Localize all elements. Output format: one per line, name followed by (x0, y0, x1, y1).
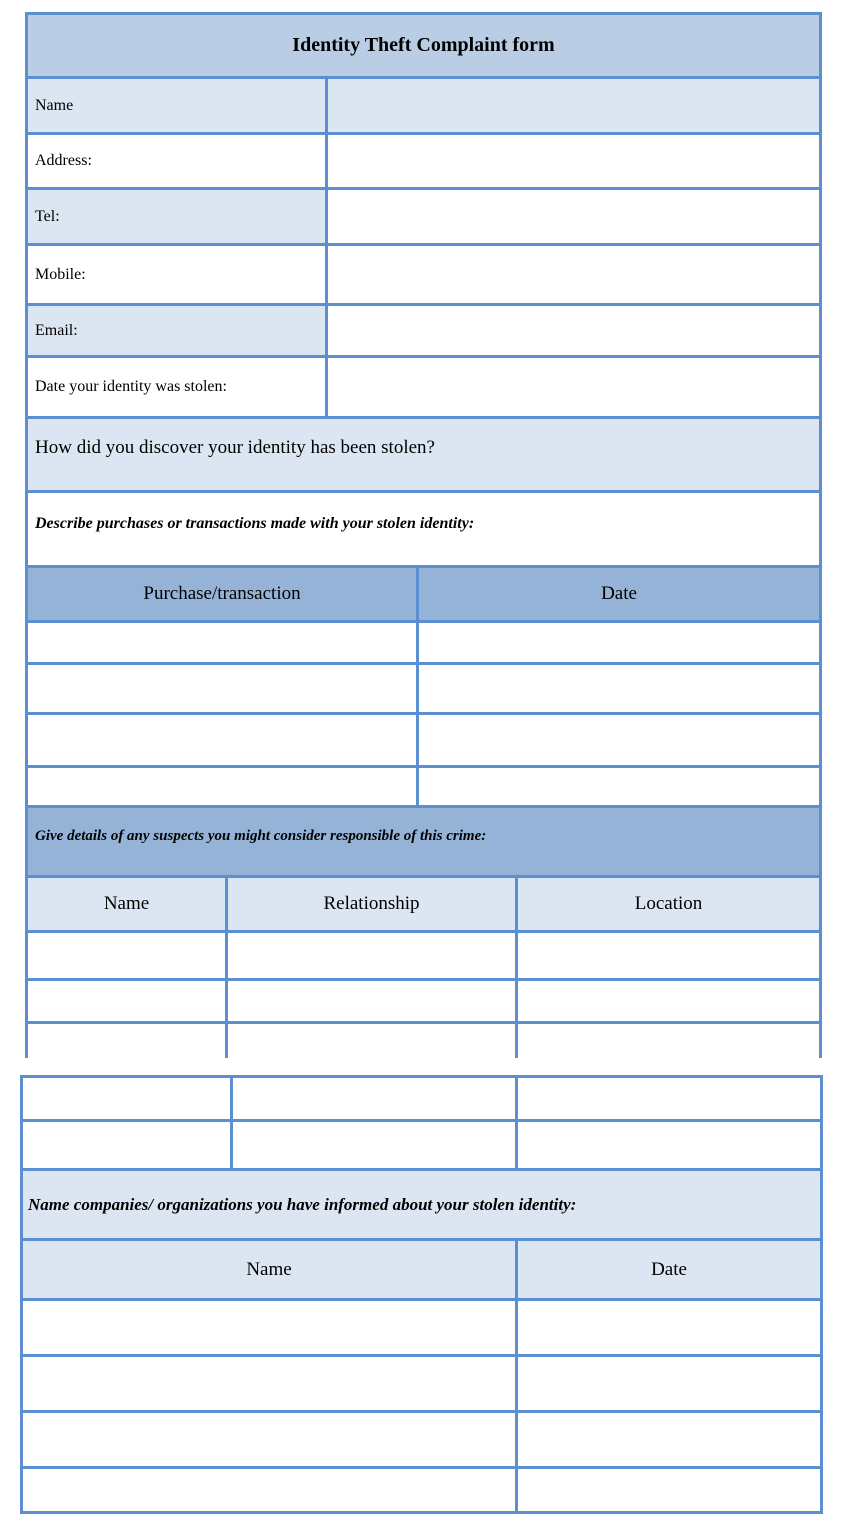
suspects-header-row (28, 878, 819, 933)
suspect-location-cell[interactable] (518, 1078, 820, 1119)
field-label-tel: Tel: (28, 190, 328, 243)
field-label-date-stolen: Date your identity was stolen: (28, 358, 328, 416)
suspect-relationship-cell[interactable] (233, 1122, 518, 1168)
company-date-cell[interactable] (518, 1413, 820, 1466)
company-name-cell[interactable] (23, 1357, 518, 1410)
suspect-relationship-cell[interactable] (228, 1024, 518, 1058)
companies-header-date: Date (651, 1258, 687, 1280)
table-row (23, 1469, 820, 1511)
form-block-top (25, 12, 822, 1058)
field-label-address: Address: (28, 135, 328, 187)
suspect-location-cell[interactable] (518, 981, 819, 1021)
suspect-name-cell[interactable] (23, 1122, 233, 1168)
suspect-name-cell[interactable] (28, 981, 228, 1021)
field-input-date-stolen[interactable] (328, 358, 819, 416)
field-label-email: Email: (28, 306, 328, 355)
suspect-name-cell[interactable] (28, 1024, 228, 1058)
field-input-email[interactable] (328, 306, 819, 355)
table-row (23, 1357, 820, 1413)
table-row (23, 1413, 820, 1469)
purchases-prompt-row (28, 493, 819, 568)
table-row (28, 623, 819, 665)
field-input-tel[interactable] (328, 190, 819, 243)
purchases-header-date: Date (601, 583, 637, 604)
table-row (23, 1301, 820, 1357)
table-row (28, 981, 819, 1024)
purchase-date-cell[interactable] (419, 665, 819, 712)
purchases-header-row (28, 568, 819, 623)
form-block-bottom (20, 1075, 823, 1514)
purchase-date-cell[interactable] (419, 768, 819, 805)
suspect-location-cell[interactable] (518, 1024, 819, 1058)
suspect-relationship-cell[interactable] (233, 1078, 518, 1119)
purchase-cell[interactable] (28, 768, 419, 805)
suspect-name-cell[interactable] (23, 1078, 233, 1119)
purchases-prompt: Describe purchases or transactions made with your stolen identity: (35, 515, 475, 532)
field-input-name[interactable] (328, 79, 819, 132)
discover-question-row (28, 419, 819, 493)
field-label-name: Name (28, 79, 328, 132)
company-date-cell[interactable] (518, 1357, 820, 1410)
company-date-cell[interactable] (518, 1301, 820, 1354)
suspect-location-cell[interactable] (518, 933, 819, 978)
field-row-email (28, 306, 819, 358)
company-name-cell[interactable] (23, 1469, 518, 1511)
field-row-mobile (28, 246, 819, 306)
table-row (28, 1024, 819, 1058)
suspects-header-relationship: Relationship (228, 878, 518, 930)
table-row (23, 1122, 820, 1171)
form-title: Identity Theft Complaint form (292, 34, 555, 56)
table-row (23, 1078, 820, 1122)
field-row-address (28, 135, 819, 190)
table-row (28, 715, 819, 768)
suspects-prompt: Give details of any suspects you might consider responsible of this crime: (35, 828, 487, 844)
purchase-cell[interactable] (28, 665, 419, 712)
field-input-mobile[interactable] (328, 246, 819, 303)
purchase-date-cell[interactable] (419, 623, 819, 662)
purchase-date-cell[interactable] (419, 715, 819, 765)
suspects-prompt-row (28, 808, 819, 878)
field-row-name (28, 79, 819, 135)
field-label-mobile: Mobile: (28, 246, 328, 303)
companies-header-row (23, 1241, 820, 1301)
suspects-header-location: Location (634, 893, 703, 914)
table-row (28, 933, 819, 981)
field-row-date-stolen (28, 358, 819, 419)
form-title-row (28, 15, 819, 79)
company-name-cell[interactable] (23, 1413, 518, 1466)
company-name-cell[interactable] (23, 1301, 518, 1354)
table-row (28, 768, 819, 808)
suspect-name-cell[interactable] (28, 933, 228, 978)
companies-prompt: Name companies/ organizations you have informed about your stolen identity: (28, 1194, 577, 1214)
purchase-cell[interactable] (28, 623, 419, 662)
suspect-relationship-cell[interactable] (228, 933, 518, 978)
purchases-header-transaction: Purchase/transaction (28, 568, 419, 620)
companies-prompt-row (23, 1171, 820, 1241)
companies-header-name: Name (23, 1241, 518, 1298)
suspect-location-cell[interactable] (518, 1122, 820, 1168)
discover-question: How did you discover your identity has been stolen? (35, 437, 435, 458)
suspect-relationship-cell[interactable] (228, 981, 518, 1021)
company-date-cell[interactable] (518, 1469, 820, 1511)
field-input-address[interactable] (328, 135, 819, 187)
purchase-cell[interactable] (28, 715, 419, 765)
field-row-tel (28, 190, 819, 246)
suspects-header-name: Name (28, 878, 228, 930)
table-row (28, 665, 819, 715)
